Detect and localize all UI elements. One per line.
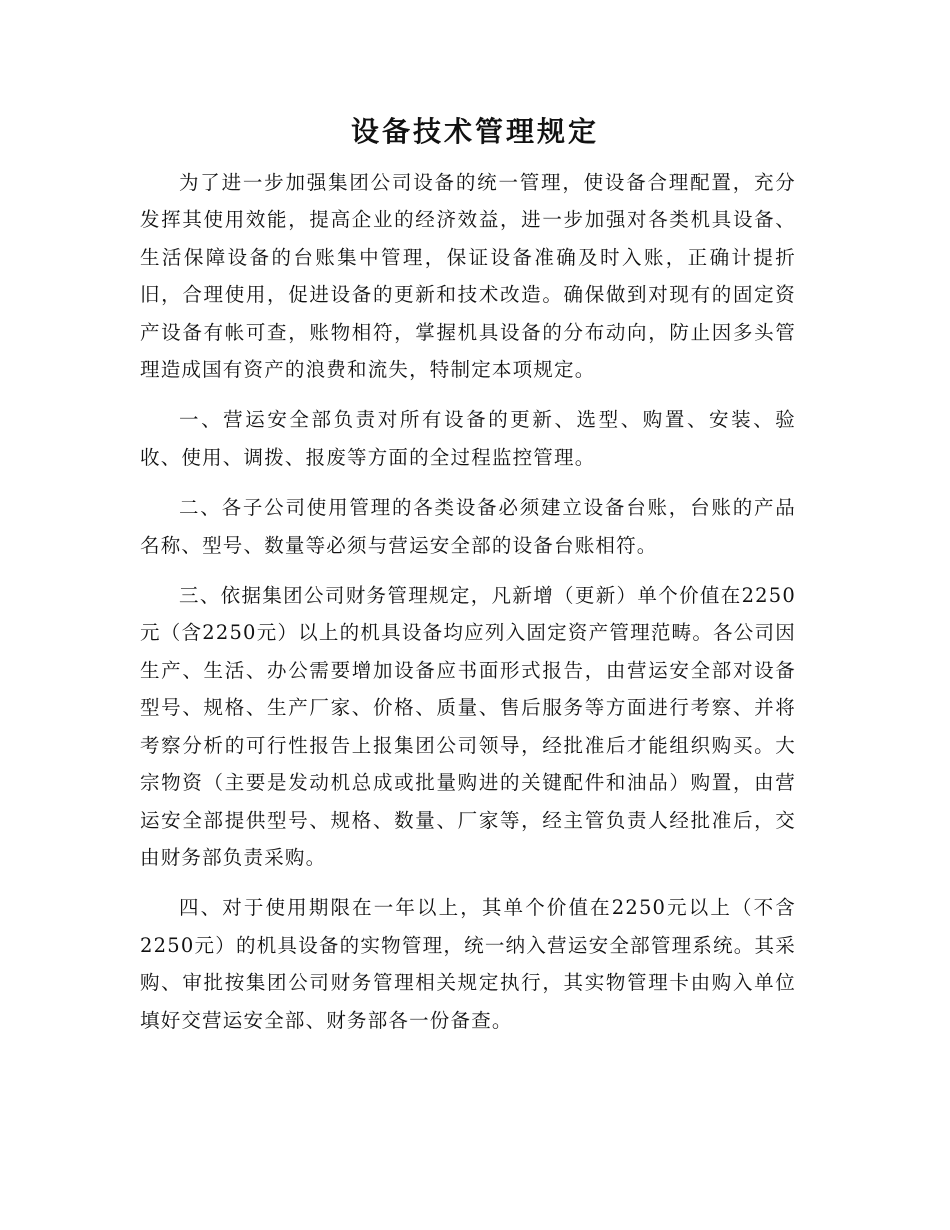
paragraph-item-1: 一、营运安全部负责对所有设备的更新、选型、购置、安装、验收、使用、调拨、报废等方面的全过程监控管理。 [140, 408, 796, 469]
document-title: 设备技术管理规定 [350, 115, 599, 148]
paragraph-item-2: 二、各子公司使用管理的各类设备必须建立设备台账，台账的产品名称、型号、数量等必须与营运安全部的设备台账相符。 [140, 496, 796, 557]
document-body [140, 164, 796, 1052]
paragraph-intro: 为了进一步加强集团公司设备的统一管理，使设备合理配置，充分发挥其使用效能，提高企业的经济效益，进一步加强对各类机具设备、生活保障设备的台账集中管理，保证设备准确及时入账，正确计提折旧，合理使用，促进设备的更新和技术改造。确保做到对现有的固定资产设备有帐可查，账物相符，掌握机具设备的分布动向，防止因多头管理造成国有资产的浪费和流失，特制定本项规定。 [140, 171, 796, 382]
paragraph-item-4: 四、对于使用期限在一年以上，其单个价值在2250元以上（不含2250元）的机具设备的实物管理，统一纳入营运安全部管理系统。其采购、审批按集团公司财务管理相关规定执行，其实物管理卡由购入单位填好交营运安全部、财务部各一份备查。 [140, 896, 796, 1032]
paragraph-item-3: 三、依据集团公司财务管理规定，凡新增（更新）单个价值在2250元（含2250元）以上的机具设备均应列入固定资产管理范畴。各公司因生产、生活、办公需要增加设备应书面形式报告，由营运安全部对设备型号、规格、生产厂家、价格、质量、售后服务等方面进行考察、并将考察分析的可行性报告上报集团公司领导，经批准后才能组织购买。大宗物资（主要是发动机总成或批量购进的关键配件和油品）购置，由营运安全部提供型号、规格、数量、厂家等，经主管负责人经批准后，交由财务部负责采购。 [140, 584, 796, 869]
